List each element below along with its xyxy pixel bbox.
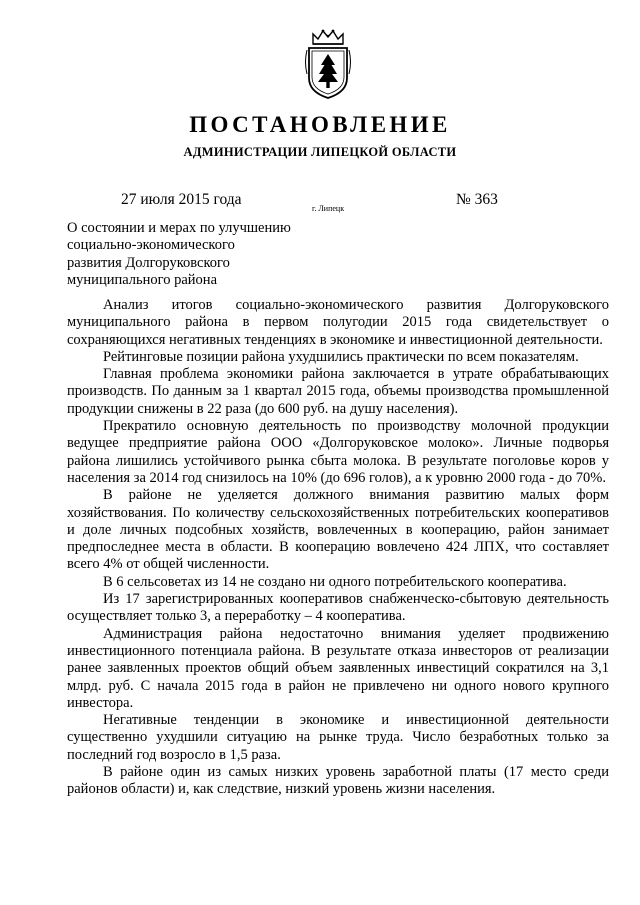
document-date: 27 июля 2015 года: [121, 191, 242, 208]
document-number: № 363: [456, 191, 498, 208]
body-paragraph: Администрация района недостаточно внимания уделяет продвижению инвестиционного потенциала района. В результате отказа инвесторов от реализации ранее заявленных проектов общий объем заявленных инвестиций сократился на 3,1 млрд. руб. С начала 2015 года в район не привлечено ни одного нового крупного инвестора.: [67, 625, 609, 711]
document-city: г. Липецк: [312, 204, 345, 213]
body-paragraph: Анализ итогов социально-экономического развития Долгоруковского муниципального района в первом полугодии 2015 года свидетельствует о сохраняющихся негативных тенденциях в экономике и инвестиционной деятельности.: [67, 297, 609, 348]
subject-line: социально-экономического: [67, 237, 235, 254]
document-issuer: АДМИНИСТРАЦИИ ЛИПЕЦКОЙ ОБЛАСТИ: [183, 145, 457, 159]
body-paragraph: Рейтинговые позиции района ухудшились практически по всем показателям.: [103, 348, 579, 365]
document-body: [67, 297, 609, 799]
body-paragraph: Главная проблема экономики района заключается в утрате обрабатывающих производств. По данным за 1 квартал 2015 года, объемы производства промышленной продукции снижены в 22 раза (до 600 руб. на душу населения).: [67, 366, 609, 417]
document-title: ПОСТАНОВЛЕНИЕ: [189, 112, 451, 137]
body-paragraph: Прекратило основную деятельность по производству молочной продукции ведущее предприятие района ООО «Долгоруковское молоко». Личные подворья района лишились устойчивого рынка сбыта молока. В результате поголовье коров у населения за 2014 год снизилось на 10% (до 696 голов), а к уровню 2000 года - до 70%.: [67, 418, 609, 486]
subject-line: муниципального района: [67, 271, 217, 288]
subject-line: развития Долгоруковского: [67, 254, 230, 271]
body-paragraph: Негативные тенденции в экономике и инвестиционной деятельности существенно ухудшили ситуацию на рынке труда. Число безработных только за последний год возросло в 1,5 раза.: [67, 712, 609, 763]
body-paragraph: В районе не уделяется должного внимания развитию малых форм хозяйствования. По количеству сельскохозяйственных потребительских кооперативов и доле личных подсобных хозяйств, вовлеченных в кооперацию, район занимает предпоследнее места в области. В кооперацию вовлечено 424 ЛПХ, что составляет всего 4% от общей численности.: [67, 487, 609, 573]
body-paragraph: Из 17 зарегистрированных кооперативов снабженческо-сбытовую деятельность осуществляет только 3, а переработку – 4 кооператива.: [67, 591, 609, 625]
document-subject: [67, 220, 327, 289]
body-paragraph: В районе один из самых низких уровень заработной платы (17 место среди районов области) и, как следствие, низкий уровень жизни населения.: [67, 764, 609, 798]
body-paragraph: В 6 сельсоветах из 14 не создано ни одного потребительского кооператива.: [103, 573, 567, 590]
subject-line: О состоянии и мерах по улучшению: [67, 220, 291, 236]
lipetsk-coat-of-arms-icon: [303, 28, 353, 100]
